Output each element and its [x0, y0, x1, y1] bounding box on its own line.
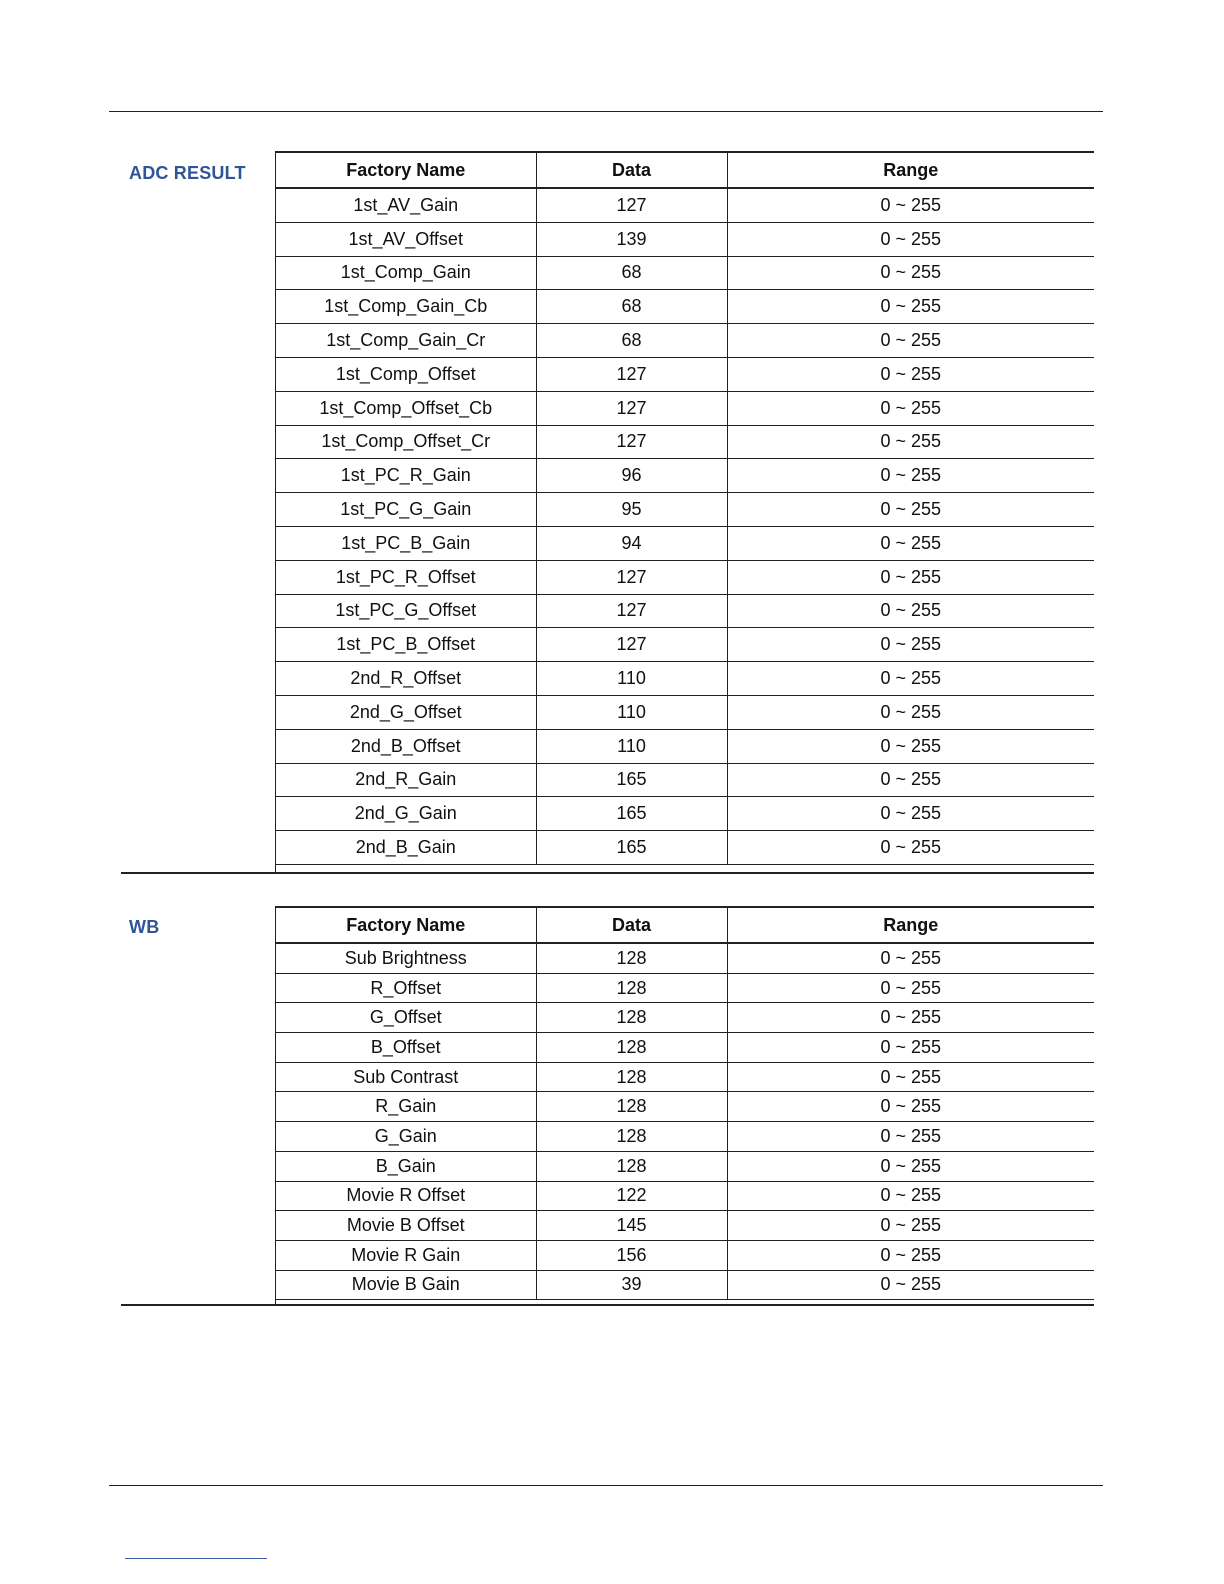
range-cell: 0 ~ 255: [727, 1270, 1094, 1300]
table-row: [276, 973, 1094, 1003]
data-value-cell: 68: [536, 324, 727, 358]
data-value-cell: 156: [536, 1240, 727, 1270]
range-cell: 0 ~ 255: [727, 695, 1094, 729]
table-row: [276, 222, 1094, 256]
table-row: [276, 256, 1094, 290]
table-row: [276, 188, 1094, 222]
column-header-range: Range: [727, 152, 1094, 188]
range-cell: 0 ~ 255: [727, 1062, 1094, 1092]
range-cell: 0 ~ 255: [727, 425, 1094, 459]
column-header-range: Range: [727, 907, 1094, 943]
data-value-cell: 122: [536, 1181, 727, 1211]
factory-name-cell: G_Offset: [276, 1003, 536, 1033]
range-cell: 0 ~ 255: [727, 662, 1094, 696]
factory-name-cell: 2nd_G_Offset: [276, 695, 536, 729]
data-value-cell: 39: [536, 1270, 727, 1300]
factory-name-cell: 1st_Comp_Offset: [276, 357, 536, 391]
data-value-cell: 110: [536, 729, 727, 763]
data-value-cell: 96: [536, 459, 727, 493]
range-cell: 0 ~ 255: [727, 391, 1094, 425]
range-cell: 0 ~ 255: [727, 188, 1094, 222]
range-cell: 0 ~ 255: [727, 459, 1094, 493]
column-header-data: Data: [536, 152, 727, 188]
table-row: [276, 560, 1094, 594]
adc-result-table: [276, 151, 1094, 865]
adc-table-body: [276, 188, 1094, 864]
adc-section-title: ADC RESULT: [129, 163, 246, 183]
table-row: [276, 1033, 1094, 1063]
factory-name-cell: 1st_AV_Gain: [276, 188, 536, 222]
table-row: [276, 695, 1094, 729]
factory-name-cell: B_Gain: [276, 1151, 536, 1181]
factory-name-cell: 2nd_R_Gain: [276, 763, 536, 797]
table-row: [276, 357, 1094, 391]
factory-name-cell: Sub Contrast: [276, 1062, 536, 1092]
range-cell: 0 ~ 255: [727, 1181, 1094, 1211]
table-row: [276, 594, 1094, 628]
table-row: [276, 324, 1094, 358]
factory-name-cell: 1st_AV_Offset: [276, 222, 536, 256]
table-row: [276, 763, 1094, 797]
data-value-cell: 127: [536, 560, 727, 594]
factory-name-cell: 1st_Comp_Gain_Cr: [276, 324, 536, 358]
factory-name-cell: Movie B Gain: [276, 1270, 536, 1300]
header-rule: [109, 111, 1103, 112]
range-cell: 0 ~ 255: [727, 594, 1094, 628]
range-cell: 0 ~ 255: [727, 1003, 1094, 1033]
range-cell: 0 ~ 255: [727, 763, 1094, 797]
range-cell: 0 ~ 255: [727, 290, 1094, 324]
range-cell: 0 ~ 255: [727, 1151, 1094, 1181]
table-row: [276, 391, 1094, 425]
wb-section-bottom-rule: [121, 1304, 1094, 1306]
data-value-cell: 128: [536, 1003, 727, 1033]
factory-name-cell: Movie R Offset: [276, 1181, 536, 1211]
data-value-cell: 128: [536, 973, 727, 1003]
column-header-factory-name: Factory Name: [276, 152, 536, 188]
factory-name-cell: 1st_Comp_Gain_Cb: [276, 290, 536, 324]
footer-rule: [109, 1485, 1103, 1486]
data-value-cell: 110: [536, 695, 727, 729]
factory-name-cell: Movie B Offset: [276, 1211, 536, 1241]
range-cell: 0 ~ 255: [727, 973, 1094, 1003]
table-row: [276, 459, 1094, 493]
data-value-cell: 127: [536, 594, 727, 628]
table-row: [276, 425, 1094, 459]
table-row: [276, 662, 1094, 696]
factory-name-cell: 1st_Comp_Offset_Cb: [276, 391, 536, 425]
factory-name-cell: 1st_PC_B_Offset: [276, 628, 536, 662]
table-row: [276, 290, 1094, 324]
wb-label-column: [121, 906, 276, 1306]
data-value-cell: 165: [536, 831, 727, 865]
adc-label-column: [121, 151, 276, 874]
data-value-cell: 165: [536, 797, 727, 831]
adc-result-section: [121, 151, 1094, 874]
table-row: [276, 526, 1094, 560]
data-value-cell: 68: [536, 290, 727, 324]
factory-name-cell: 1st_Comp_Gain: [276, 256, 536, 290]
table-row: [276, 1092, 1094, 1122]
range-cell: 0 ~ 255: [727, 1240, 1094, 1270]
factory-name-cell: B_Offset: [276, 1033, 536, 1063]
wb-table-body: [276, 943, 1094, 1300]
data-value-cell: 94: [536, 526, 727, 560]
table-header-row: [276, 152, 1094, 188]
data-value-cell: 128: [536, 1122, 727, 1152]
data-value-cell: 128: [536, 1092, 727, 1122]
table-row: [276, 1003, 1094, 1033]
range-cell: 0 ~ 255: [727, 560, 1094, 594]
factory-name-cell: 2nd_B_Gain: [276, 831, 536, 865]
factory-name-cell: 1st_PC_G_Offset: [276, 594, 536, 628]
column-header-data: Data: [536, 907, 727, 943]
wb-table: [276, 906, 1094, 1300]
data-value-cell: 68: [536, 256, 727, 290]
data-value-cell: 110: [536, 662, 727, 696]
data-value-cell: 95: [536, 493, 727, 527]
table-row: [276, 797, 1094, 831]
range-cell: 0 ~ 255: [727, 493, 1094, 527]
range-cell: 0 ~ 255: [727, 1092, 1094, 1122]
adc-section-bottom-rule: [121, 872, 1094, 874]
range-cell: 0 ~ 255: [727, 256, 1094, 290]
data-value-cell: 139: [536, 222, 727, 256]
data-value-cell: 165: [536, 763, 727, 797]
factory-name-cell: 1st_Comp_Offset_Cr: [276, 425, 536, 459]
range-cell: 0 ~ 255: [727, 831, 1094, 865]
table-header-row: [276, 907, 1094, 943]
data-value-cell: 127: [536, 188, 727, 222]
table-row: [276, 831, 1094, 865]
table-row: [276, 1211, 1094, 1241]
range-cell: 0 ~ 255: [727, 943, 1094, 973]
factory-name-cell: 1st_PC_G_Gain: [276, 493, 536, 527]
range-cell: 0 ~ 255: [727, 628, 1094, 662]
factory-name-cell: Sub Brightness: [276, 943, 536, 973]
table-row: [276, 493, 1094, 527]
factory-name-cell: 2nd_B_Offset: [276, 729, 536, 763]
table-row: [276, 1240, 1094, 1270]
range-cell: 0 ~ 255: [727, 1122, 1094, 1152]
range-cell: 0 ~ 255: [727, 1033, 1094, 1063]
wb-section-title: WB: [129, 917, 160, 937]
wb-section: [121, 906, 1094, 1306]
data-value-cell: 128: [536, 1151, 727, 1181]
data-value-cell: 128: [536, 1033, 727, 1063]
table-row: [276, 1151, 1094, 1181]
factory-name-cell: R_Offset: [276, 973, 536, 1003]
range-cell: 0 ~ 255: [727, 357, 1094, 391]
factory-name-cell: 2nd_G_Gain: [276, 797, 536, 831]
data-value-cell: 128: [536, 1062, 727, 1092]
range-cell: 0 ~ 255: [727, 729, 1094, 763]
factory-name-cell: 1st_PC_R_Offset: [276, 560, 536, 594]
table-row: [276, 1270, 1094, 1300]
column-header-factory-name: Factory Name: [276, 907, 536, 943]
factory-name-cell: 1st_PC_B_Gain: [276, 526, 536, 560]
data-value-cell: 128: [536, 943, 727, 973]
data-value-cell: 127: [536, 391, 727, 425]
range-cell: 0 ~ 255: [727, 1211, 1094, 1241]
data-value-cell: 145: [536, 1211, 727, 1241]
range-cell: 0 ~ 255: [727, 222, 1094, 256]
table-row: [276, 729, 1094, 763]
table-row: [276, 1122, 1094, 1152]
range-cell: 0 ~ 255: [727, 526, 1094, 560]
factory-name-cell: 1st_PC_R_Gain: [276, 459, 536, 493]
factory-name-cell: R_Gain: [276, 1092, 536, 1122]
table-row: [276, 943, 1094, 973]
table-row: [276, 1181, 1094, 1211]
factory-name-cell: G_Gain: [276, 1122, 536, 1152]
data-value-cell: 127: [536, 628, 727, 662]
footer-link-underline[interactable]: [125, 1558, 267, 1559]
factory-name-cell: 2nd_R_Offset: [276, 662, 536, 696]
table-row: [276, 1062, 1094, 1092]
data-value-cell: 127: [536, 425, 727, 459]
range-cell: 0 ~ 255: [727, 797, 1094, 831]
data-value-cell: 127: [536, 357, 727, 391]
table-row: [276, 628, 1094, 662]
range-cell: 0 ~ 255: [727, 324, 1094, 358]
factory-name-cell: Movie R Gain: [276, 1240, 536, 1270]
